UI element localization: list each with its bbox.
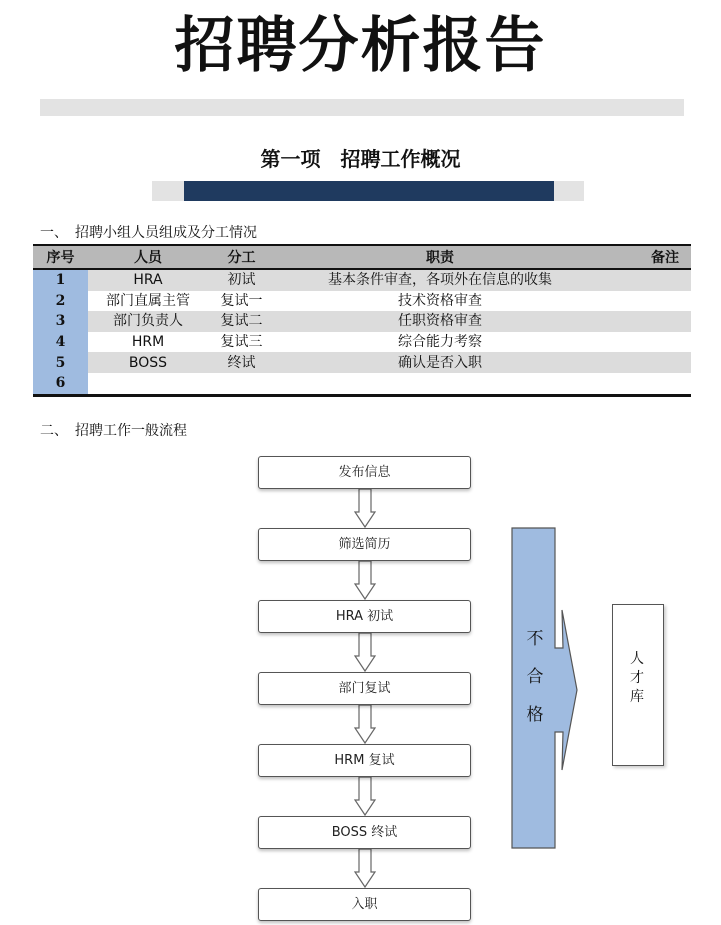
cell-role: 初试 (208, 269, 275, 291)
cell-duty: 基本条件审查，各项外在信息的收集 (275, 269, 605, 291)
cell-person: HRM (131, 334, 165, 351)
cell-index: 1 (33, 269, 88, 291)
cell-index: 5 (33, 352, 88, 373)
talent-pool-label: 人 才 库 (630, 651, 644, 705)
header-index: 序号 (33, 245, 88, 269)
cell-person: HRA (88, 269, 208, 291)
flow-arrow-2 (355, 561, 375, 599)
flow-step-publish: 发布信息 (258, 456, 471, 489)
flow-step-hra: HRA 初试 (258, 600, 471, 633)
reject-label: 不 合 格 (526, 629, 544, 725)
cell-person: BOSS (88, 352, 208, 373)
cell-person: 部门负责人 (88, 311, 208, 332)
cell-person: 部门直属主管 (106, 292, 190, 309)
header-person: 人员 (88, 245, 208, 269)
flow-step-onboard: 入职 (258, 888, 471, 921)
flow-arrow-1 (355, 489, 375, 527)
flow-step-boss: BOSS 终试 (258, 816, 471, 849)
flow-arrow-6 (355, 849, 375, 887)
section-title: 第一项 招聘工作概况 (260, 147, 461, 171)
cell-index: 2 (33, 291, 88, 312)
report-title: 招聘分析报告 (174, 11, 547, 81)
cell-role: 复试三 (220, 334, 263, 351)
flow-arrow-3 (355, 633, 375, 671)
cell-duty: 任职资格审查 (275, 311, 605, 332)
header-duty: 职责 (275, 245, 605, 269)
cell-duty: 综合能力考察 (398, 334, 482, 351)
header-note: 备注 (605, 245, 691, 269)
flow-arrow-4 (355, 705, 375, 743)
flow-step-screen: 筛选简历 (258, 528, 471, 561)
header-role: 分工 (208, 245, 275, 269)
cell-duty: 确认是否入职 (275, 352, 605, 373)
cell-index: 6 (33, 373, 88, 395)
flow-step-hrm: HRM 复试 (258, 744, 471, 777)
cell-role: 复试二 (208, 311, 275, 332)
flow-step-dept: 部门复试 (258, 672, 471, 705)
cell-role: 复试一 (220, 292, 263, 309)
subheading-team: 一、 招聘小组人员组成及分工情况 (40, 225, 257, 241)
subheading-process: 二、 招聘工作一般流程 (40, 423, 187, 439)
flow-arrow-5 (355, 777, 375, 815)
cell-role: 终试 (208, 352, 275, 373)
cell-index: 3 (33, 311, 88, 332)
cell-index: 4 (33, 332, 88, 353)
cell-duty: 技术资格审查 (398, 292, 482, 309)
